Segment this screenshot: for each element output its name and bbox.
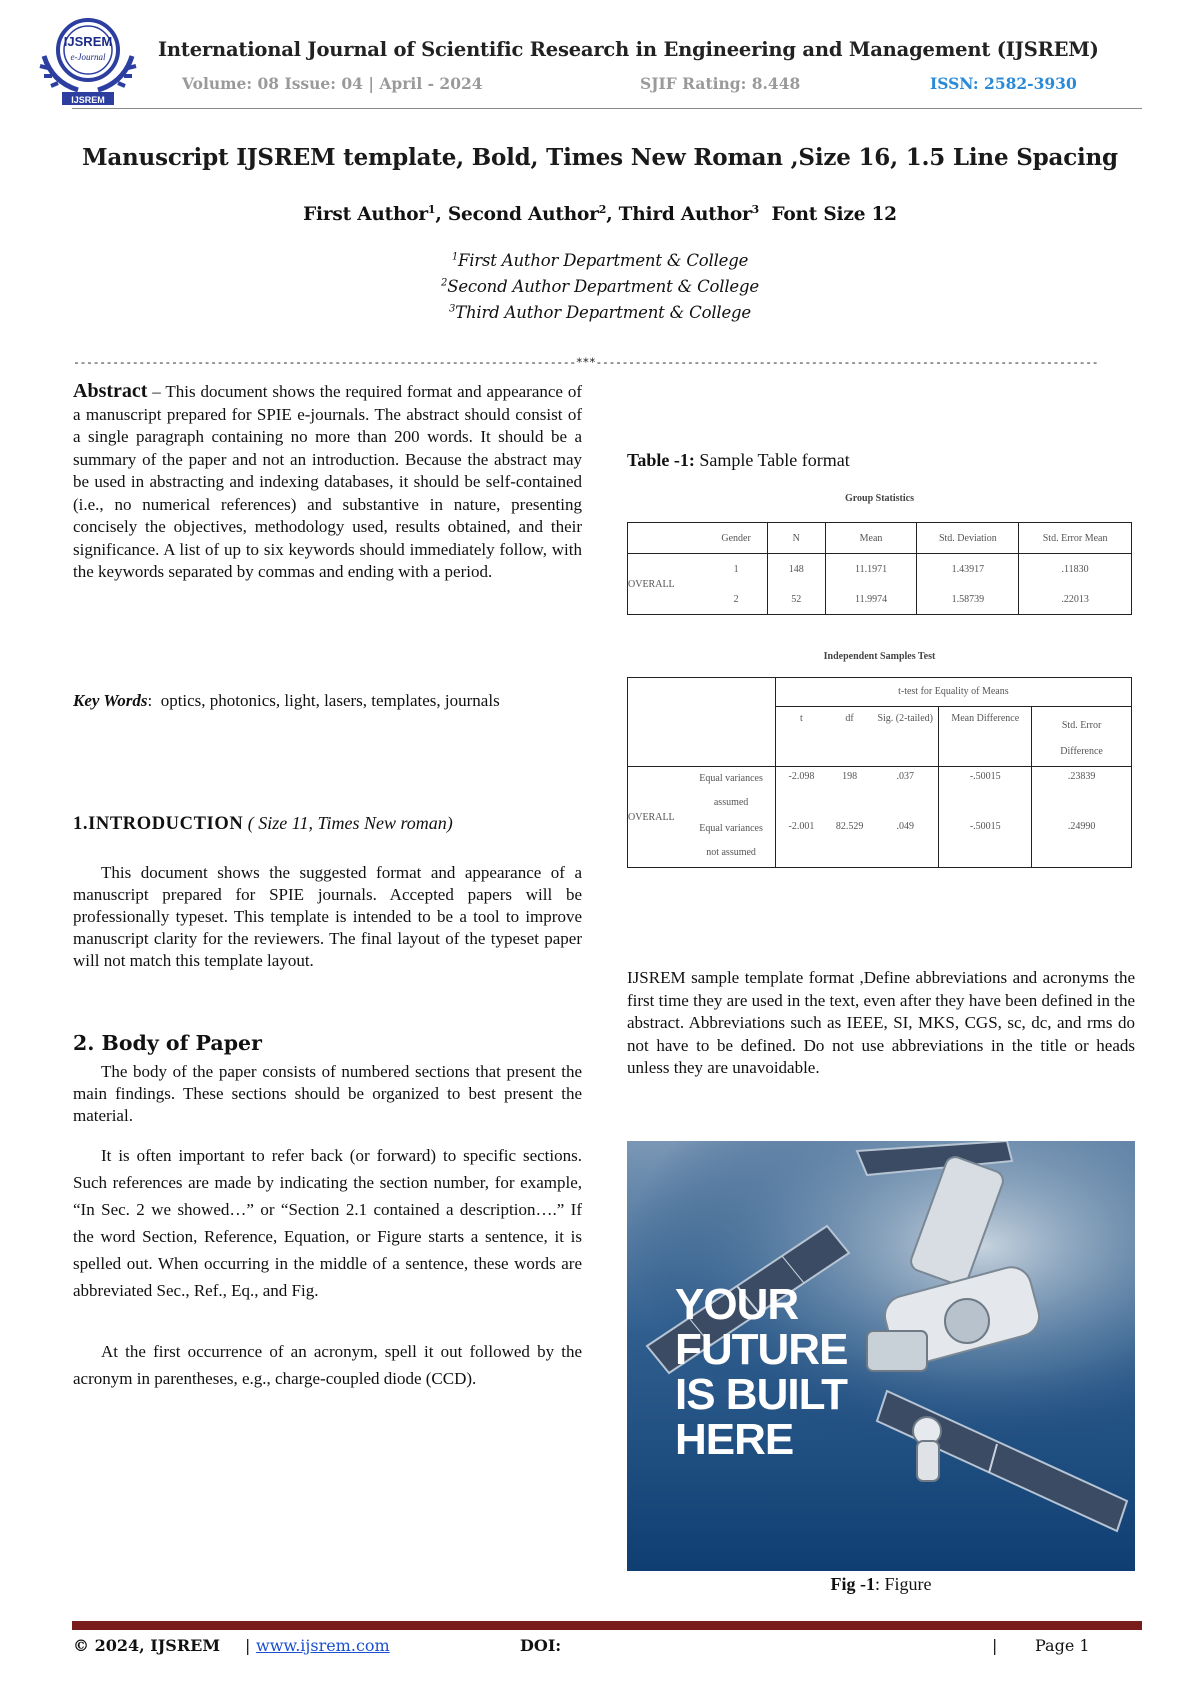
footer-divider: | (992, 1636, 998, 1655)
affiliation-3-text: Third Author Department & College (455, 303, 751, 322)
footer-website-link[interactable]: www.ijsrem.com (256, 1636, 390, 1655)
author-list (0, 203, 1200, 225)
author-1-affil: 1 (427, 203, 436, 216)
keywords-text: : optics, photonics, light, lasers, templates, journals (147, 691, 500, 710)
volume-issue: Volume: 08 Issue: 04 | April - 2024 (182, 74, 483, 93)
affiliation-2-text: Second Author Department & College (447, 277, 759, 296)
affiliation-3-num: 3 (448, 303, 456, 315)
introduction-text: This document shows the suggested format and appearance of a manuscript prepared for SPIE journals. Accepted papers will be professionally typeset. This template is intended to be a tool to improve manuscript clarity for the reviewers. The final layout of the typeset paper will not match this template layout. (73, 863, 582, 970)
figure-caption-label: Fig -1 (830, 1574, 875, 1594)
author-3-affil: 3 (751, 203, 760, 216)
table-cell: 11.9974 (825, 584, 917, 615)
table-header-cell: Std. Deviation (917, 523, 1019, 554)
body-paragraph-3: At the first occurrence of an acronym, spell it out followed by the acronym in parentheses, e.g., charge-coupled diode (CCD). (73, 1342, 582, 1388)
sjif-rating: SJIF Rating: 8.448 (640, 74, 801, 93)
table-cell: .049 (896, 821, 914, 832)
table-header-cell: Std. Error Mean (1019, 523, 1132, 554)
journal-logo (34, 12, 142, 108)
table-cell: .11830 (1019, 554, 1132, 585)
author-1: First Author (303, 204, 428, 226)
author-3: , Third Author (606, 204, 752, 226)
table-header-cell: Mean Difference (939, 706, 1032, 767)
table-cell: 2 (733, 593, 739, 605)
page-number: Page 1 (1035, 1636, 1090, 1655)
issn: ISSN: 2582-3930 (930, 74, 1077, 93)
table-cell: -2.001 (775, 817, 827, 868)
table-header-row (628, 706, 1132, 767)
row-sublabel-line: Equal variances (699, 823, 763, 834)
row-sublabel (687, 767, 775, 818)
affiliation-1-num: 1 (451, 251, 458, 263)
table-header-cell: t (775, 706, 827, 767)
affiliation-2 (0, 277, 1200, 296)
table-cell: -.50015 (939, 817, 1032, 868)
table-cell: 52 (767, 584, 825, 615)
independent-test-title: Independent Samples Test (823, 651, 936, 662)
table-cell: -2.098 (775, 767, 827, 818)
group-statistics-title: Group Statistics (845, 493, 914, 504)
figure-headline-4: HERE (675, 1415, 794, 1464)
row-sublabel-line: assumed (713, 797, 749, 808)
row-sublabel-line: Equal variances (699, 773, 763, 784)
affiliation-1-text: First Author Department & College (457, 251, 749, 270)
group-statistics-table (627, 522, 1132, 615)
table-cell: -.50015 (939, 767, 1032, 818)
row-label: OVERALL (628, 767, 688, 868)
figure-caption (627, 1574, 1135, 1595)
paper-title: Manuscript IJSREM template, Bold, Times New Roman ,Size 16, 1.5 Line Spacing (82, 144, 1118, 171)
table-cell: 1.43917 (917, 554, 1019, 585)
introduction-heading (73, 813, 453, 835)
table-row (628, 554, 1132, 585)
affiliation-2-num: 2 (441, 277, 448, 289)
affiliation-1 (0, 251, 1200, 270)
table-group-header: t-test for Equality of Means (775, 678, 1131, 707)
table-cell (628, 678, 776, 707)
independent-test-table (627, 677, 1132, 868)
body-paragraph-2: It is often important to refer back (or forward) to specific sections. Such references are made by indicating the section number, for example, “In Sec. 2 we showed…” or “Section 2.1 contained a description….” If the word Section, Reference, Equation, or Figure starts a sentence, it is spelled out. When occurring in the middle of a sentence, these words are abbreviated Sec., Ref., Eq., and Fig. (73, 1146, 582, 1300)
table-header-cell: df (845, 712, 854, 724)
introduction-title: 1.INTRODUCTION (73, 814, 244, 834)
table-cell: 1 (733, 563, 739, 575)
table-caption (627, 450, 850, 471)
table-cell: 148 (767, 554, 825, 585)
table-row (628, 817, 1132, 868)
body-heading: 2. Body of Paper (73, 1031, 262, 1055)
table-cell: 1.58739 (917, 584, 1019, 615)
logo-sub-text: e-Journal (70, 52, 106, 62)
table-caption-label: Table -1: (627, 450, 695, 470)
table-caption-text: Sample Table format (694, 450, 850, 470)
table-header-cell (1032, 706, 1132, 767)
table-cell: .22013 (1019, 584, 1132, 615)
table-header-row (628, 523, 1132, 554)
figure-caption-text: : Figure (875, 1574, 932, 1594)
section-separator: -----------------------------------------------------------------------------***----------------------------------------------------------------------------- (73, 355, 1099, 369)
table-header-cell: N (767, 523, 825, 554)
table-header-row (628, 678, 1132, 707)
table-cell: .23839 (1032, 767, 1132, 818)
logo-bottom-text: IJSREM (71, 95, 105, 105)
figure-headline-2: FUTURE (675, 1325, 848, 1374)
table-header-cell: Gender (721, 532, 751, 544)
table-header-cell: Sig. (2-tailed) (877, 712, 933, 724)
footer-divider: | (245, 1636, 251, 1655)
body-paragraph-1: The body of the paper consists of numbered sections that present the main findings. These sections should be organized to best present the material. (73, 1062, 582, 1125)
figure-headline-3: IS BUILT (675, 1370, 848, 1419)
table-cell: 198 (842, 771, 858, 782)
satellite-figure (627, 1141, 1135, 1571)
abbreviations-paragraph: IJSREM sample template format ,Define abbreviations and acronyms the first time they are used in the text, even after they have been defined in the abstract. Abbreviations such as IEEE, SI, MKS, CGS, sc, dc, and rms do not have to be defined. Do not use abbreviations in the title or heads unless they are unavoidable. (627, 968, 1135, 1077)
journal-title: International Journal of Scientific Research in Engineering and Management (IJSREM) (158, 38, 1099, 61)
footer-doi: DOI: (520, 1636, 562, 1655)
abstract-text: – This document shows the required format and appearance of a manuscript prepared for SPIE e-journals. The abstract should consist of a single paragraph containing no more than 200 words. It should be a summary of the paper and not an introduction. Because the abstract may be used in abstracting and indexing databases, it should be self-contained (i.e., no numerical references) and substantive in nature, presenting concisely the objectives, methodology used, results obtained, and their significance. A list of up to six keywords should immediately follow, with the keywords separated by commas and ending with a period. (73, 382, 582, 581)
footer-bar (72, 1621, 1142, 1630)
table-cell (628, 706, 776, 767)
table-header-cell: Mean (825, 523, 917, 554)
table-cell: 11.1971 (825, 554, 917, 585)
table-cell: .24990 (1032, 817, 1132, 868)
keywords-label: Key Words (73, 691, 148, 710)
footer-copyright: © 2024, IJSREM (73, 1636, 221, 1655)
table-cell: 82.529 (835, 821, 864, 832)
table-cell: .037 (896, 771, 914, 782)
table-cell (628, 523, 706, 554)
author-2-affil: 2 (598, 203, 607, 216)
abstract (73, 380, 582, 584)
row-sublabel-line: not assumed (706, 847, 756, 858)
header-divider (72, 108, 1142, 109)
figure-headline-1: YOUR (675, 1280, 799, 1329)
introduction-note: ( Size 11, Times New roman) (243, 813, 453, 833)
author-2: , Second Author (435, 204, 599, 226)
affiliation-3 (0, 303, 1200, 322)
author-font-note: Font Size 12 (759, 204, 897, 226)
keywords (73, 690, 582, 713)
header-difference: Difference (1060, 745, 1103, 757)
logo-top-text: IJSREM (63, 34, 113, 49)
abstract-label: Abstract (73, 380, 148, 402)
header-std-error: Std. Error (1061, 719, 1102, 731)
table-row (628, 767, 1132, 818)
row-sublabel (687, 817, 775, 868)
row-label: OVERALL (628, 554, 706, 615)
